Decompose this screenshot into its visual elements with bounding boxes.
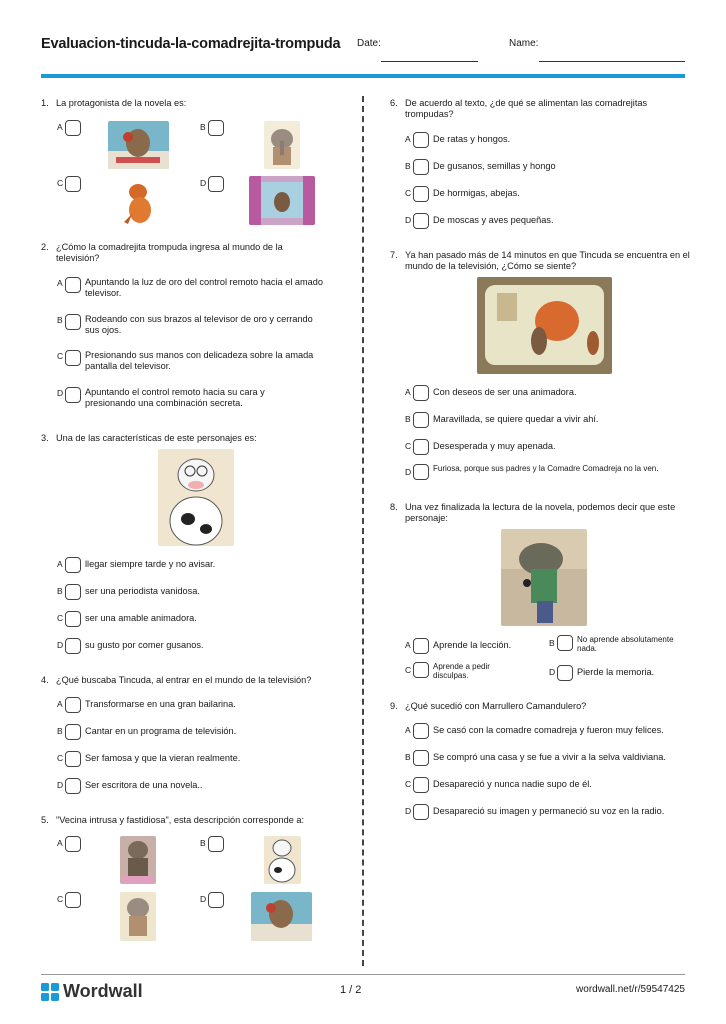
question-text: Ya han pasado más de 14 minutos en que Tincuda se encuentra en el mundo de la televisión, ¿Cómo se siente? xyxy=(405,250,690,271)
option-text: De ratas y hongos. xyxy=(433,134,511,144)
question-number: 6. xyxy=(390,98,398,108)
answer-checkbox[interactable] xyxy=(413,213,429,229)
option-text: Desapareció su imagen y permaneció su voz en la radio. xyxy=(433,806,665,816)
option-letter: D xyxy=(57,388,64,398)
answer-checkbox[interactable] xyxy=(413,132,429,148)
answer-checkbox[interactable] xyxy=(413,662,429,678)
option-letter: A xyxy=(57,699,63,709)
option-text: Aprende a pedir disculpas. xyxy=(433,662,490,680)
option-text: Pierde la memoria. xyxy=(577,667,655,677)
option-letter: C xyxy=(57,753,64,763)
option-letter: D xyxy=(200,894,207,904)
option-text: Maravillada, se quiere quedar a vivir ahí. xyxy=(433,414,599,424)
question-text: La protagonista de la novela es: xyxy=(56,98,187,108)
option-text: llegar siempre tarde y no avisar. xyxy=(85,559,216,569)
option-text: Aprende la lección. xyxy=(433,640,512,650)
answer-checkbox[interactable] xyxy=(65,751,81,767)
option-letter: B xyxy=(200,838,206,848)
option-letter: D xyxy=(405,215,412,225)
option-letter: C xyxy=(57,178,64,188)
option-text: Se casó con la comadre comadreja y fueron muy felices. xyxy=(433,725,664,735)
option-text: Rodeando con sus brazos al televisor de oro y cerrando sus ojos. xyxy=(85,314,313,335)
question-number: 4. xyxy=(41,675,49,685)
answer-checkbox[interactable] xyxy=(65,584,81,600)
worksheet-title: Evaluacion-tincuda-la-comadrejita-trompuda xyxy=(41,36,341,52)
answer-checkbox[interactable] xyxy=(413,159,429,175)
answer-checkbox[interactable] xyxy=(208,836,224,852)
answer-checkbox[interactable] xyxy=(208,176,224,192)
answer-checkbox[interactable] xyxy=(65,277,81,293)
option-text: De gusanos, semillas y hongo xyxy=(433,161,556,171)
page-number: 1 / 2 xyxy=(340,984,362,996)
date-field[interactable] xyxy=(381,61,478,62)
question-number: 1. xyxy=(41,98,49,108)
question-text: De acuerdo al texto, ¿de qué se alimentan las comadrejitas trompudas? xyxy=(405,98,648,119)
option-text: Desapareció y nunca nadie supo de él. xyxy=(433,779,592,789)
option-letter: A xyxy=(57,838,63,848)
answer-checkbox[interactable] xyxy=(65,176,81,192)
option-letter: B xyxy=(200,122,206,132)
answer-checkbox[interactable] xyxy=(208,892,224,908)
answer-checkbox[interactable] xyxy=(65,387,81,403)
option-letter: B xyxy=(57,726,63,736)
option-letter: C xyxy=(405,665,412,675)
answer-checkbox[interactable] xyxy=(65,836,81,852)
option-letter: A xyxy=(405,725,411,735)
question-number: 3. xyxy=(41,433,49,443)
option-letter: A xyxy=(57,122,63,132)
name-label: Name: xyxy=(509,38,539,49)
option-letter: D xyxy=(57,640,64,650)
question-text: Una de las características de este personajes es: xyxy=(56,433,257,443)
tincuda-in-bed-small-image xyxy=(251,892,312,941)
answer-checkbox[interactable] xyxy=(65,120,81,136)
brand-name: Wordwall xyxy=(63,981,143,1001)
marrullero-image xyxy=(120,836,156,884)
option-letter: A xyxy=(57,559,63,569)
answer-checkbox[interactable] xyxy=(65,557,81,573)
answer-checkbox[interactable] xyxy=(65,350,81,366)
option-text: Cantar en un programa de televisión. xyxy=(85,726,237,736)
option-letter: D xyxy=(200,178,207,188)
option-text: su gusto por comer gusanos. xyxy=(85,640,204,650)
question-text: ¿Qué sucedió con Marrullero Camandulero? xyxy=(405,701,587,711)
answer-checkbox[interactable] xyxy=(413,439,429,455)
date-label: Date: xyxy=(357,38,381,49)
option-text: Apuntando el control remoto hacia su cara y presionando una combinación secreta. xyxy=(85,387,265,408)
option-letter: B xyxy=(405,752,411,762)
option-letter: D xyxy=(549,667,556,677)
option-letter: A xyxy=(405,387,411,397)
answer-checkbox[interactable] xyxy=(413,638,429,654)
option-letter: B xyxy=(549,638,555,648)
answer-checkbox[interactable] xyxy=(413,804,429,820)
marrullero-with-microphone-image xyxy=(501,529,587,626)
question-text: Una vez finalizada la lectura de la novela, podemos decir que este personaje: xyxy=(405,502,676,523)
answer-checkbox[interactable] xyxy=(413,412,429,428)
tincuda-red-weasel-image xyxy=(118,178,160,226)
question-number: 2. xyxy=(41,242,49,252)
answer-checkbox[interactable] xyxy=(413,464,429,480)
option-letter: C xyxy=(57,351,64,361)
option-text: Desesperada y muy apenada. xyxy=(433,441,556,451)
option-letter: B xyxy=(405,161,411,171)
option-text: Apuntando la luz de oro del control remoto hacia el amado televisor. xyxy=(85,277,324,298)
option-letter: C xyxy=(405,441,412,451)
answer-checkbox[interactable] xyxy=(65,697,81,713)
cow-character-image xyxy=(158,449,234,546)
answer-checkbox[interactable] xyxy=(557,635,573,651)
answer-checkbox[interactable] xyxy=(413,385,429,401)
question-number: 9. xyxy=(390,701,398,711)
option-letter: D xyxy=(57,780,64,790)
option-text: Transformarse en una gran bailarina. xyxy=(85,699,236,709)
footer-rule xyxy=(41,974,685,975)
option-letter: B xyxy=(405,414,411,424)
question-number: 7. xyxy=(390,250,398,260)
option-letter: B xyxy=(57,586,63,596)
answer-checkbox[interactable] xyxy=(65,778,81,794)
answer-checkbox[interactable] xyxy=(413,186,429,202)
option-text: De hormigas, abejas. xyxy=(433,188,520,198)
option-text: Presionando sus manos con delicadeza sobre la amada pantalla del televisor. xyxy=(85,350,314,371)
question-text: "Vecina intrusa y fastidiosa", esta descripción corresponde a: xyxy=(56,815,305,825)
name-field[interactable] xyxy=(539,61,685,62)
cow-small-image xyxy=(264,836,301,884)
elephant-small-image xyxy=(120,892,156,941)
option-letter: C xyxy=(57,894,64,904)
option-text: ser una periodista vanidosa. xyxy=(85,586,200,596)
answer-checkbox[interactable] xyxy=(65,638,81,654)
option-text: Se compró una casa y se fue a vivir a la selva valdiviana. xyxy=(433,752,666,762)
question-text: ¿Cómo la comadrejita trompuda ingresa al mundo de la televisión? xyxy=(56,242,283,263)
wordwall-logo-icon xyxy=(41,983,59,1001)
answer-checkbox[interactable] xyxy=(413,723,429,739)
option-text: Ser escritora de una novela.. xyxy=(85,780,203,790)
option-letter: D xyxy=(405,806,412,816)
answer-checkbox[interactable] xyxy=(413,777,429,793)
answer-checkbox[interactable] xyxy=(413,750,429,766)
question-number: 8. xyxy=(390,502,398,512)
answer-checkbox[interactable] xyxy=(65,892,81,908)
stage-curtain-image xyxy=(249,176,315,225)
question-number: 5. xyxy=(41,815,49,825)
option-text: Con deseos de ser una animadora. xyxy=(433,387,577,397)
wordwall-logo xyxy=(41,981,143,1002)
header-rule xyxy=(41,74,685,78)
option-letter: C xyxy=(405,188,412,198)
answer-checkbox[interactable] xyxy=(65,314,81,330)
option-letter: A xyxy=(405,640,411,650)
option-text: Ser famosa y que la vieran realmente. xyxy=(85,753,241,763)
column-divider xyxy=(362,96,364,966)
tincuda-in-tv-image xyxy=(477,277,612,374)
source-url[interactable]: wordwall.net/r/59547425 xyxy=(576,984,685,995)
option-letter: C xyxy=(405,779,412,789)
question-text: ¿Qué buscaba Tincuda, al entrar en el mundo de la televisión? xyxy=(56,675,312,685)
answer-checkbox[interactable] xyxy=(65,611,81,627)
option-text: No aprende absolutamente nada. xyxy=(577,635,674,653)
option-letter: A xyxy=(57,278,63,288)
option-letter: B xyxy=(57,315,63,325)
tincuda-in-bed-image xyxy=(108,121,169,169)
answer-checkbox[interactable] xyxy=(208,120,224,136)
answer-checkbox[interactable] xyxy=(65,724,81,740)
elephant-character-image xyxy=(264,121,300,169)
option-letter: D xyxy=(405,467,412,477)
option-text: ser una amable animadora. xyxy=(85,613,197,623)
option-text: Furiosa, porque sus padres y la Comadre Comadreja no la ven. xyxy=(433,464,659,473)
option-letter: C xyxy=(57,613,64,623)
option-letter: A xyxy=(405,134,411,144)
answer-checkbox[interactable] xyxy=(557,665,573,681)
option-text: De moscas y aves pequeñas. xyxy=(433,215,554,225)
